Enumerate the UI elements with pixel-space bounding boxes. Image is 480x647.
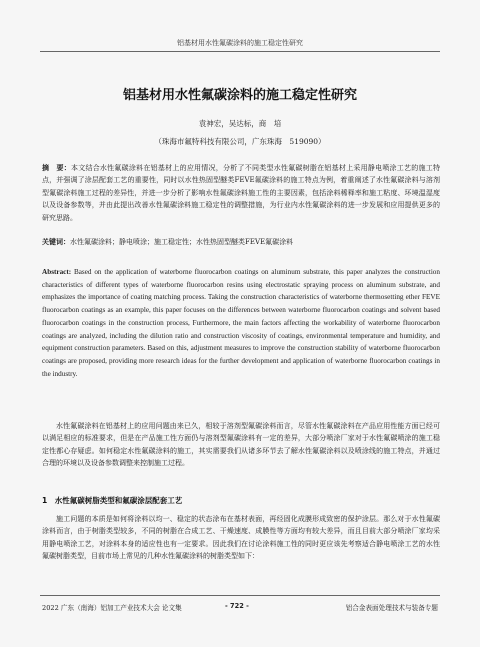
footer-topic: 铝合金表面处理技术与装备专题: [345, 604, 438, 612]
english-abstract: [42, 266, 440, 380]
chinese-keywords: [42, 236, 440, 248]
section-heading: 1 水性氟碳树脂类型和氟碳涂层配套工艺: [42, 496, 183, 505]
footer-conference: 2022 广东（南海）铝加工产业技术大会 论文集: [42, 604, 182, 612]
author-list: 袁神宏，吴达标，商 培: [198, 119, 282, 128]
affiliation: （珠海市氟特科技有限公司，广东珠海 519090）: [154, 137, 326, 146]
intro-paragraph: 水性氟碳涂料在铝基材上的应用问题由来已久，相较于溶剂型氟碳涂料而言，尽管水性氟碳涂料在产品应用性能方面已经可以满足相应的标准要求，但是在产品施工性方面仍与溶剂型氟碳涂料有一定的差异，大部分喷涂厂家对于水性氟碳喷涂的施工稳定性都心存疑虑。如何稳定水性氟碳涂料的施工，其实需要我们从诸多环节去了解水性氟碳涂料以及喷涂线的施工特点，并通过合理的环境以及设备参数调整来控制施工过程。: [42, 422, 440, 468]
section-paragraph: 施工问题的本质是如何将涂料以均一、稳定的状态涂布在基材表面，再经固化成膜形成致密的保护涂层。那么对于水性氟碳涂料而言，由于树脂类型较多，不同的树脂在合成工艺、干燥速度、成膜性等方面均有较大差异，而且目前大部分喷涂厂家均采用静电喷涂工艺，对涂料本身的适应性也有一定要求。因此我们在讨论涂料施工性的同时更应该先考察适合静电喷涂工艺的水性氟碳树脂类型，目前市场上常见的几种水性氟碳涂料的树脂类型如下：: [42, 515, 440, 561]
keywords-text: 水性氟碳涂料；静电喷涂；施工稳定性；水性热固型醚类FEVE氟碳涂料: [70, 238, 294, 246]
header-rule: [40, 51, 440, 52]
chinese-abstract: [42, 162, 440, 224]
abstract-en-text: Based on the application of waterborne fluorocarbon coatings on aluminum substrate, this paper analyzes the construction characteristics of different types of waterborne fluorocarbon resins using electrostatic spraying process on aluminum substrate, and emphasizes the importance of coating matching process. Taking the construction characteristics of waterborne thermosetting ether FEVE fluorocarbon coatings as an example, this paper focuses on the differences between waterborne fluorocarbon coatings and solvent based fluorocarbon coatings in the construction process, Furthermore, the main factors affecting the workability of waterborne fluorocarbon coatings are analyzed, including the dilution ratio and construction viscosity of coatings, environmental temperature and humidity, and equipment construction parameters. Based on this, adjustment measures to improve the construction stability of waterborne fluorocarbon coatings are proposed, providing more research ideas for the further development and application of waterborne fluorocarbon coatings in the industry.: [42, 268, 440, 378]
footer-rule: [40, 595, 440, 596]
running-header: 铝基材用水性氟碳涂料的施工稳定性研究: [177, 39, 303, 47]
abstract-text: 本文结合水性氟碳涂料在铝基材上的应用情况，分析了不同类型水性氟碳树脂在铝基材上采用静电喷涂工艺的施工特点，并强调了涂层配套工艺的重要性，同时以水性热固型醚类FEVE氟碳涂料的施工特点为例，着重阐述了水性氟碳涂料与溶剂型氟碳涂料施工过程的差异性，并进一步分析了影响水性氟碳涂料施工性的主要因素，包括涂料稀释率和施工粘度、环境温湿度以及设备参数等，并由此提出改善水性氟碳涂料施工稳定性的调整措施，为行业内水性氟碳涂料的进一步发展和应用提供更多的研究思路。: [42, 164, 441, 222]
paper-title: 铝基材用水性氟碳涂料的施工稳定性研究: [122, 88, 357, 103]
abstract-en-label: Abstract:: [42, 268, 72, 276]
page-number: - 722 -: [225, 602, 249, 610]
abstract-label: 摘 要：: [42, 164, 71, 172]
keywords-label: 关键词：: [42, 238, 70, 246]
